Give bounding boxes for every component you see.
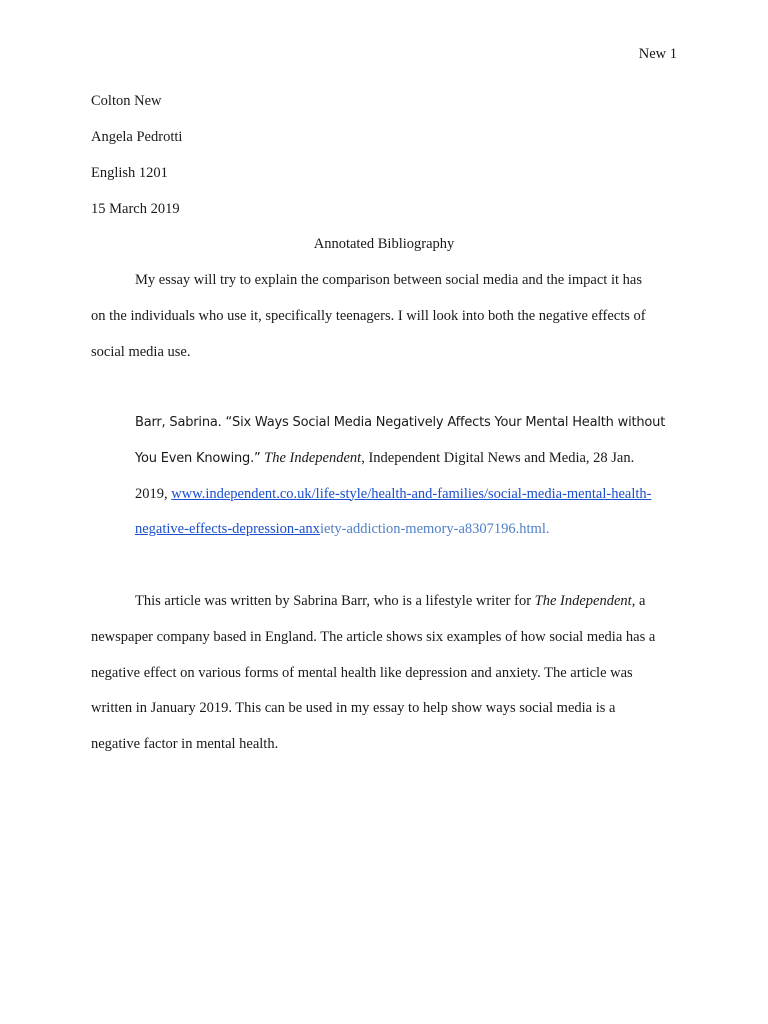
publication-title: The Independent <box>264 449 362 466</box>
intro-line-2: on the individuals who use it, specifically teenagers. I will look into both the negative effects of <box>91 307 646 324</box>
citation-line-4 <box>91 512 691 548</box>
citation-url-link[interactable]: www.independent.co.uk/life-style/health-and-families/social-media-mental-health- <box>171 485 652 502</box>
citation-entry <box>91 405 691 548</box>
annotation-line-2: newspaper company based in England. The article shows six examples of how social media has a <box>91 628 656 645</box>
annotation-paragraph <box>91 584 681 763</box>
intro-line-1: My essay will try to explain the comparison between social media and the impact it has <box>135 272 642 288</box>
intro-paragraph <box>91 263 681 370</box>
document-title: Annotated Bibliography <box>313 236 455 252</box>
citation-line-3: 2019, www.independent.co.uk/life-style/health-and-families/social-media-mental-health- <box>135 485 652 502</box>
annotation-line-5: negative factor in mental health. <box>91 736 279 753</box>
citation-line-1: Barr, Sabrina. “Six Ways Social Media Negatively Affects Your Mental Health without <box>135 415 666 430</box>
annotation-line-4: written in January 2019. This can be used in my essay to help show ways social media is a <box>91 700 616 717</box>
citation-url-link-continued[interactable]: negative-effects-depression-anx <box>135 521 320 538</box>
student-name: Colton New <box>91 93 162 109</box>
annotation-line-1: This article was written by Sabrina Barr, who is a lifestyle writer for The Independent, a <box>135 593 646 609</box>
page-header-number: New 1 <box>638 46 677 62</box>
intro-line-3: social media use. <box>91 343 191 360</box>
course-name: English 1201 <box>91 165 168 181</box>
citation-line-2: You Even Knowing.” The Independent, Independent Digital News and Media, 28 Jan. <box>135 449 635 466</box>
annotation-publication-title: The Independent <box>534 593 632 609</box>
instructor-name: Angela Pedrotti <box>91 129 183 145</box>
annotation-line-3: negative effect on various forms of mental health like depression and anxiety. The article was <box>91 664 633 681</box>
date: 15 March 2019 <box>91 201 180 217</box>
citation-url-tail: iety-addiction-memory-a8307196.html. <box>319 521 550 538</box>
